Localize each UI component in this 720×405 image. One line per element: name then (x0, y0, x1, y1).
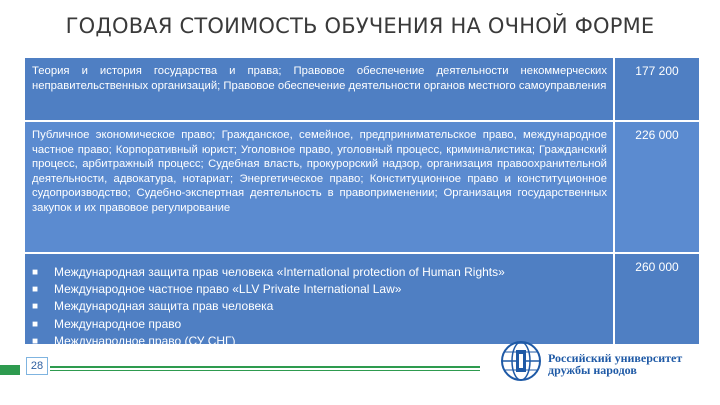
footer-divider (50, 370, 480, 371)
program-description: Теория и история государства и права; Правовое обеспечение деятельности некоммерческих неправительственных организаций; Правовое обеспечение деятельности органов местного самоуправления (25, 58, 615, 120)
list-item-text: Международная защита прав человека (54, 299, 274, 314)
list-item (32, 298, 607, 315)
table-row (25, 58, 699, 122)
university-name (548, 352, 718, 376)
slide-title: ГОДОВАЯ СТОИМОСТЬ ОБУЧЕНИЯ НА ОЧНОЙ ФОРМЕ (65, 14, 655, 38)
list-item-text: Международное право (СУ СНГ) (54, 333, 236, 348)
program-description: Публичное экономическое право; Гражданское, семейное, предпринимательское право, международное частное право; Корпоративный юрист; Уголовное право, уголовный процесс, криминалистика; Гражданский процесс, арбитражный процесс; Судебная власть, прокурорский надзор, организация правоохранительной деятельности, адвокатура, нотариат; Энергетическое право; Конституционное право и конституционное судопроизводство; Судебно-экспертная деятельность в правоприменении; Организация государственных закупок и их правовое регулирование (25, 122, 615, 252)
footer-divider (50, 366, 480, 368)
square-bullet-icon: ■ (32, 267, 39, 278)
page-number: 28 (26, 357, 48, 375)
program-description (25, 254, 615, 348)
square-bullet-icon: ■ (32, 335, 39, 347)
table-row (25, 254, 699, 346)
program-price: 260 000 (615, 254, 699, 344)
list-item-text: Международное право (54, 316, 182, 331)
list-item (32, 264, 607, 281)
program-price: 177 200 (615, 58, 699, 120)
square-bullet-icon: ■ (32, 318, 39, 330)
list-item-text: Международная защита прав человека «International protection of Human Rights» (54, 265, 505, 279)
footer-green-block (0, 365, 20, 375)
university-name-line2: дружбы народов (548, 363, 637, 377)
table-row (25, 122, 699, 254)
price-table (25, 58, 699, 346)
program-bullet-list (32, 264, 607, 350)
square-bullet-icon: ■ (32, 284, 39, 296)
program-price: 226 000 (615, 122, 699, 252)
list-item-text: Международное частное право «LLV Private International Law» (54, 282, 402, 297)
list-item (32, 316, 607, 333)
list-item (32, 281, 607, 298)
university-logo-icon (500, 340, 542, 382)
university-name-line1: Российский университет (548, 351, 683, 365)
square-bullet-icon: ■ (32, 301, 39, 313)
